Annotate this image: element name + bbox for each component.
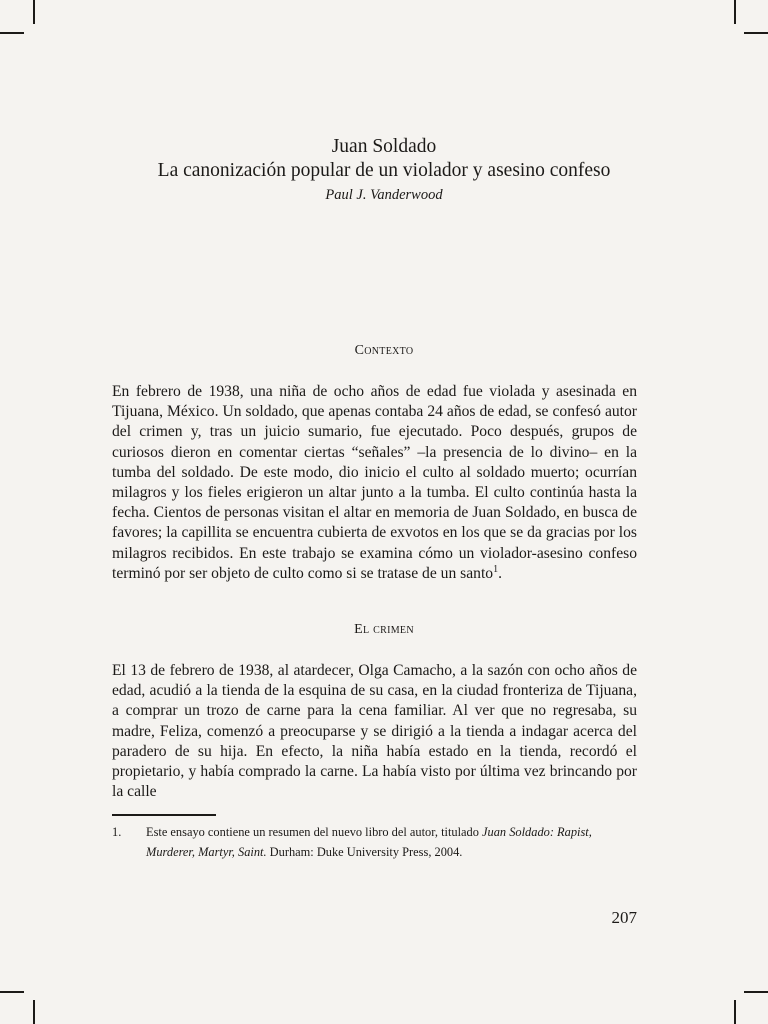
crop-mark-top-right-horizontal: [744, 32, 768, 34]
crop-mark-top-left-horizontal: [0, 32, 24, 34]
paragraph-end: .: [498, 564, 502, 582]
crop-mark-bottom-right-vertical: [734, 1000, 736, 1024]
crop-mark-top-right-vertical: [734, 0, 736, 24]
footnote: [112, 823, 637, 862]
paragraph-el-crimen: El 13 de febrero de 1938, al atardecer, Olga Camacho, a la sazón con ocho años de edad, acudió a la tienda de la esquina de su casa, en la ciudad fronteriza de Tijuana, a comprar un trozo de carne para la cena familiar. Al ver que no regresaba, su madre, Feliza, comenzó a preocuparse y se dirigió a la tienda a indagar acerca del paradero de su hija. En efecto, la niña había estado en la tienda, recordó el propietario, y había comprado la carne. La había visto por última vez brincando por la calle: [112, 662, 637, 801]
crop-mark-bottom-left-vertical: [33, 1000, 35, 1024]
section-heading-contexto: Contexto: [354, 343, 414, 358]
footnote-number: 1.: [112, 825, 122, 839]
body-section-contexto: [112, 382, 637, 584]
footnote-separator: [112, 814, 216, 816]
article-title: Juan Soldado: [331, 136, 437, 157]
footnote-text-after: Durham: Duke University Press, 2004.: [266, 844, 463, 859]
paragraph-text: En febrero de 1938, una niña de ocho años de edad fue violada y asesinada en Tijuana, México. Un soldado, que apenas contaba 24 años de edad, se confesó autor del crimen y, tras un juicio sumario, fue ejecutado. Poco después, grupos de curiosos dieron en comentar ciertas “señales” –la presencia de lo divino– en la tumba del soldado. De este modo, dio inicio el culto al soldado muerto; ocurrían milagros y los fieles erigieron un altar junto a la tumba. El culto continúa hasta la fecha. Cientos de personas visitan el altar en memoria de Juan Soldado, en busca de favores; la capillita se encuentra cubierta de exvotos en los que se da gracias por los milagros recibidos. En este trabajo se examina cómo un violador-asesino confeso terminó por ser objeto de culto como si se tratase de un santo: [112, 383, 637, 582]
crop-mark-top-left-vertical: [33, 0, 35, 24]
footnote-text: [146, 823, 637, 862]
article-subtitle: La canonización popular de un violador y asesino confeso: [157, 160, 611, 181]
page-number: 207: [611, 908, 637, 927]
section-heading-el-crimen: El crimen: [354, 622, 414, 637]
crop-mark-bottom-left-horizontal: [0, 991, 24, 993]
footnote-reference[interactable]: 1: [493, 563, 499, 575]
footnote-text-before: Este ensayo contiene un resumen del nuevo libro del autor, titulado: [146, 825, 483, 839]
crop-mark-bottom-right-horizontal: [744, 991, 768, 993]
article-author: Paul J. Vanderwood: [325, 187, 443, 203]
paragraph-contexto: [112, 382, 637, 584]
body-section-el-crimen: [112, 661, 637, 802]
footnote-book-title: Juan Soldado: Rapist, Murderer, Martyr, Saint.: [146, 825, 592, 859]
title-block: [0, 135, 768, 205]
